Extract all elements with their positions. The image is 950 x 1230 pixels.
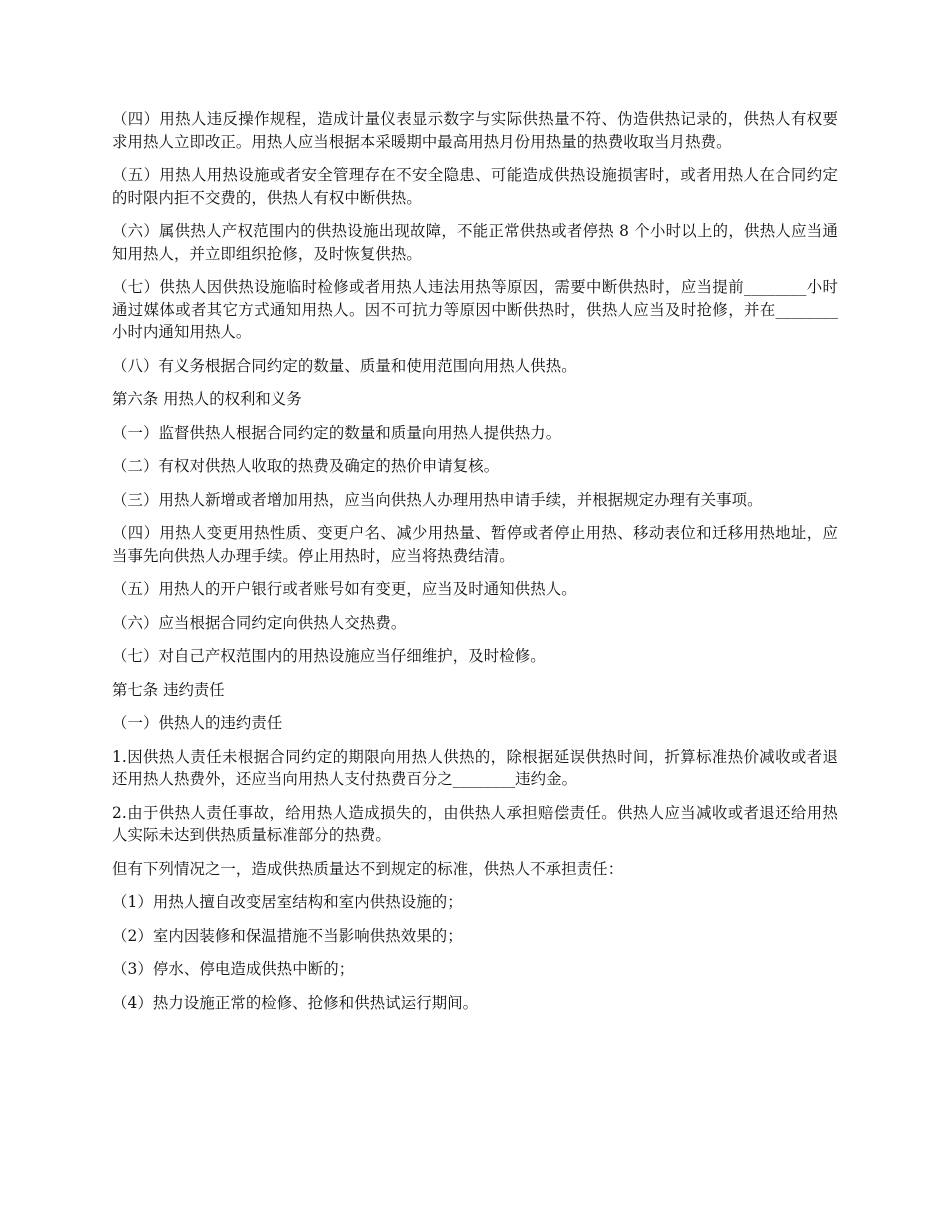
- paragraph-clause-6-3: （三）用热人新增或者增加用热，应当向供热人办理用热申请手续，并根据规定办理有关事项。: [112, 490, 763, 509]
- paragraph-clause-5-7: （七）供热人因供热设施临时检修或者用热人违法用热等原因，需要中断供热时，应当提前________小时通过媒体或者其它方式通知用热人。因不可抗力等原因中断供热时，供热人应当及时抢修，并在________小时内通知用热人。: [112, 278, 838, 341]
- section-heading-article-6: 第六条 用热人的权利和义务: [112, 390, 302, 408]
- list-item-exemption-4: （4）热力设施正常的检修、抢修和供热试运行期间。: [112, 993, 479, 1012]
- paragraph-clause-6-5: （五）用热人的开户银行或者账号如有变更，应当及时通知供热人。: [112, 580, 577, 598]
- list-item-exemption-2: （2）室内因装修和保温措施不当影响供热效果的；: [112, 926, 463, 945]
- paragraph-clause-6-6: （六）应当根据合同约定向供热人交热费。: [112, 613, 407, 632]
- paragraph-clause-5-6: （六）属供热人产权范围内的供热设施出现故障，不能正常供热或者停热 8 个小时以上的，供热人应当通知用热人，并立即组织抢修，及时恢复供热。: [112, 222, 838, 263]
- paragraph-clause-5-5: （五）用热人用热设施或者安全管理存在不安全隐患、可能造成供热设施损害时，或者用热人在合同约定的时限内拒不交费的，供热人有权中断供热。: [112, 166, 838, 207]
- subheading-supplier-liability: （一）供热人的违约责任: [112, 714, 283, 732]
- list-item-exemption-1: （1）用热人擅自改变居室结构和室内供热设施的；: [112, 893, 463, 911]
- paragraph-clause-6-7: （七）对自己产权范围内的用热设施应当仔细维护，及时检修。: [112, 647, 546, 665]
- paragraph-clause-6-4: （四）用热人变更用热性质、变更户名、减少用热量、暂停或者停止用热、移动表位和迁移用热地址，应当事先向供热人办理手续。停止用热时，应当将热费结清。: [112, 524, 838, 565]
- paragraph-clause-6-1: （一）监督供热人根据合同约定的数量和质量向用热人提供热力。: [112, 423, 562, 442]
- paragraph-clause-5-8: （八）有义务根据合同约定的数量、质量和使用范围向用热人供热。: [112, 356, 577, 375]
- paragraph-clause-6-2: （二）有权对供热人收取的热费及确定的热价申请复核。: [112, 457, 500, 475]
- section-heading-article-7: 第七条 违约责任: [112, 680, 225, 699]
- paragraph-clause-5-4: （四）用热人违反操作规程，造成计量仪表显示数字与实际供热量不符、伪造供热记录的，供热人有权要求用热人立即改正。用热人应当根据本采暖期中最高用热月份用热量的热费收取当月热费。: [112, 110, 838, 151]
- paragraph-liability-1: 1.因供热人责任未根据合同约定的期限向用热人供热的，除根据延误供热时间，折算标准热价减收或者退还用热人热费外，还应当向用热人支付热费百分之________违约金。: [112, 747, 838, 788]
- paragraph-exemption-intro: 但有下列情况之一，造成供热质量达不到规定的标准，供热人不承担责任：: [112, 859, 624, 878]
- list-item-exemption-3: （3）停水、停电造成供热中断的；: [112, 960, 355, 978]
- paragraph-liability-2: 2.由于供热人责任事故，给用热人造成损失的，由供热人承担赔偿责任。供热人应当减收或者退还给用热人实际未达到供热质量标准部分的热费。: [112, 803, 838, 844]
